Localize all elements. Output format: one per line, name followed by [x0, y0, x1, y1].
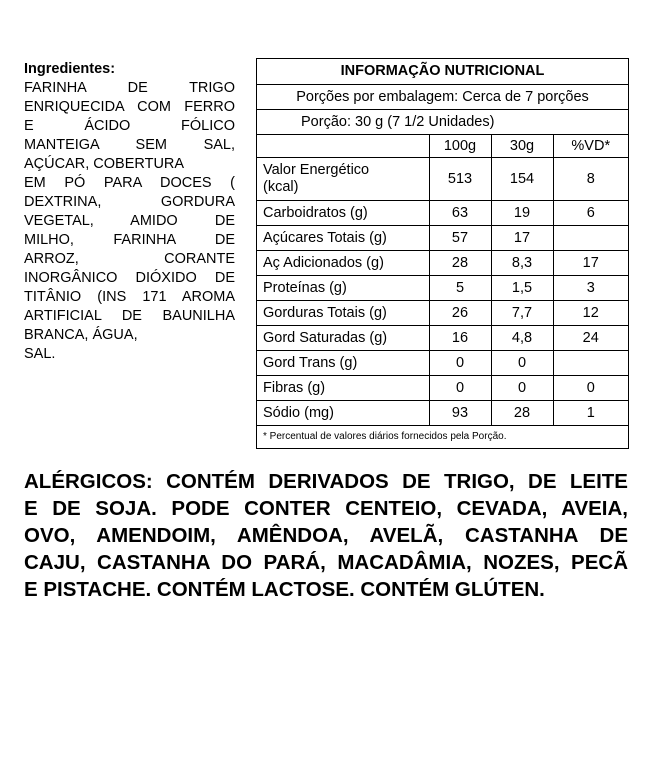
value-100g: 0: [429, 351, 491, 376]
value-30g: 7,7: [491, 301, 553, 326]
row-label: Fibras (g): [257, 376, 429, 401]
ingredients-line: ARTIFICIAL DE BAUNILHA: [24, 308, 235, 324]
ingredients-line: SAL.: [24, 346, 56, 362]
header-vd: %VD*: [553, 135, 628, 158]
value-30g: 8,3: [491, 251, 553, 276]
value-vd: 0: [553, 376, 628, 401]
ingredients-line: ARROZ, CORANTE: [24, 251, 235, 267]
table-row: [257, 351, 628, 376]
value-vd: 1: [553, 401, 628, 426]
footnote: * Percentual de valores diários fornecidos pela Porção.: [263, 431, 507, 442]
row-label: Gord Trans (g): [257, 351, 429, 376]
value-100g: 513: [429, 158, 491, 201]
value-30g: 17: [491, 226, 553, 251]
value-100g: 93: [429, 401, 491, 426]
ingredients-block: [24, 60, 235, 364]
nutrition-facts-table: [256, 58, 629, 449]
value-100g: 63: [429, 201, 491, 226]
ingredients-line: EM PÓ PARA DOCES (: [24, 175, 235, 191]
value-30g: 0: [491, 351, 553, 376]
table-row: [257, 251, 628, 276]
value-vd: [553, 351, 628, 376]
ingredients-line: BRANCA, ÁGUA,: [24, 327, 138, 343]
row-label: Proteínas (g): [257, 276, 429, 301]
value-100g: 0: [429, 376, 491, 401]
value-30g: 28: [491, 401, 553, 426]
value-100g: 26: [429, 301, 491, 326]
ingredients-line: MANTEIGA SEM SAL,: [24, 137, 235, 153]
ingredients-line: E ÁCIDO FÓLICO: [24, 118, 235, 134]
allergen-line: E PISTACHE. CONTÉM LACTOSE. CONTÉM GLÚTEN.: [24, 578, 545, 601]
row-label: Valor Energético (kcal): [257, 158, 429, 201]
value-vd: 3: [553, 276, 628, 301]
value-30g: 19: [491, 201, 553, 226]
header-30g: 30g: [491, 135, 553, 158]
value-vd: 8: [553, 158, 628, 201]
nutrition-values: [257, 135, 628, 426]
value-30g: 4,8: [491, 326, 553, 351]
value-100g: 16: [429, 326, 491, 351]
value-100g: 5: [429, 276, 491, 301]
ingredients-line: DEXTRINA, GORDURA: [24, 194, 235, 210]
table-row: [257, 226, 628, 251]
allergen-line: ALÉRGICOS: CONTÉM DERIVADOS DE TRIGO, DE LEITE: [24, 470, 628, 493]
ingredients-line: MILHO, FARINHA DE: [24, 232, 235, 248]
row-label: Açúcares Totais (g): [257, 226, 429, 251]
value-100g: 57: [429, 226, 491, 251]
table-row: [257, 158, 628, 201]
ingredients-line: VEGETAL, AMIDO DE: [24, 213, 235, 229]
table-row: [257, 401, 628, 426]
table-row: [257, 276, 628, 301]
ingredients-line: ENRIQUECIDA COM FERRO: [24, 99, 235, 115]
ingredients-line: FARINHA DE TRIGO: [24, 80, 235, 96]
ingredients-line: AÇÚCAR, COBERTURA: [24, 156, 185, 172]
servings-per-package: Porções por embalagem: Cerca de 7 porções: [257, 85, 628, 110]
value-vd: 17: [553, 251, 628, 276]
table-row: [257, 201, 628, 226]
table-row: [257, 326, 628, 351]
row-label: Gord Saturadas (g): [257, 326, 429, 351]
row-label: Sódio (mg): [257, 401, 429, 426]
table-header-row: [257, 135, 628, 158]
ingredients-line: INORGÂNICO DIÓXIDO DE: [24, 270, 235, 286]
row-label: Gorduras Totais (g): [257, 301, 429, 326]
header-empty-cell: [257, 135, 429, 158]
value-30g: 1,5: [491, 276, 553, 301]
ingredients-heading: Ingredientes:: [24, 61, 116, 77]
table-row: [257, 301, 628, 326]
table-row: [257, 376, 628, 401]
value-vd: 24: [553, 326, 628, 351]
value-vd: [553, 226, 628, 251]
allergen-line: E DE SOJA. PODE CONTER CENTEIO, CEVADA, AVEIA,: [24, 497, 628, 520]
value-30g: 0: [491, 376, 553, 401]
allergen-warning: [24, 468, 628, 603]
allergen-line: CAJU, CASTANHA DO PARÁ, MACADÂMIA, NOZES, PECÃ: [24, 551, 628, 574]
nutrition-title: INFORMAÇÃO NUTRICIONAL: [257, 59, 628, 85]
value-vd: 6: [553, 201, 628, 226]
ingredients-line: TITÂNIO (INS 171 AROMA: [24, 289, 235, 305]
header-100g: 100g: [429, 135, 491, 158]
portion-size: Porção: 30 g (7 1/2 Unidades): [257, 110, 628, 135]
allergen-line: OVO, AMENDOIM, AMÊNDOA, AVELÃ, CASTANHA DE: [24, 524, 628, 547]
value-30g: 154: [491, 158, 553, 201]
row-label: Carboidratos (g): [257, 201, 429, 226]
value-vd: 12: [553, 301, 628, 326]
value-100g: 28: [429, 251, 491, 276]
row-label: Aç Adicionados (g): [257, 251, 429, 276]
